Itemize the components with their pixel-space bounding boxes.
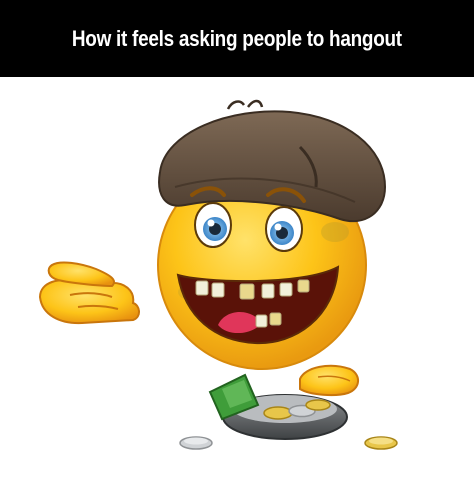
silver-coin	[180, 437, 212, 449]
meme-caption: How it feels asking people to hangout	[72, 25, 402, 51]
beggar-emoji-illustration	[0, 77, 474, 474]
right-hand	[300, 366, 358, 395]
left-hand	[40, 262, 139, 323]
left-eye	[195, 203, 231, 247]
gold-coin	[365, 437, 397, 449]
flat-cap	[159, 101, 385, 221]
right-eye	[266, 207, 302, 251]
meme-caption-bar	[0, 0, 474, 77]
